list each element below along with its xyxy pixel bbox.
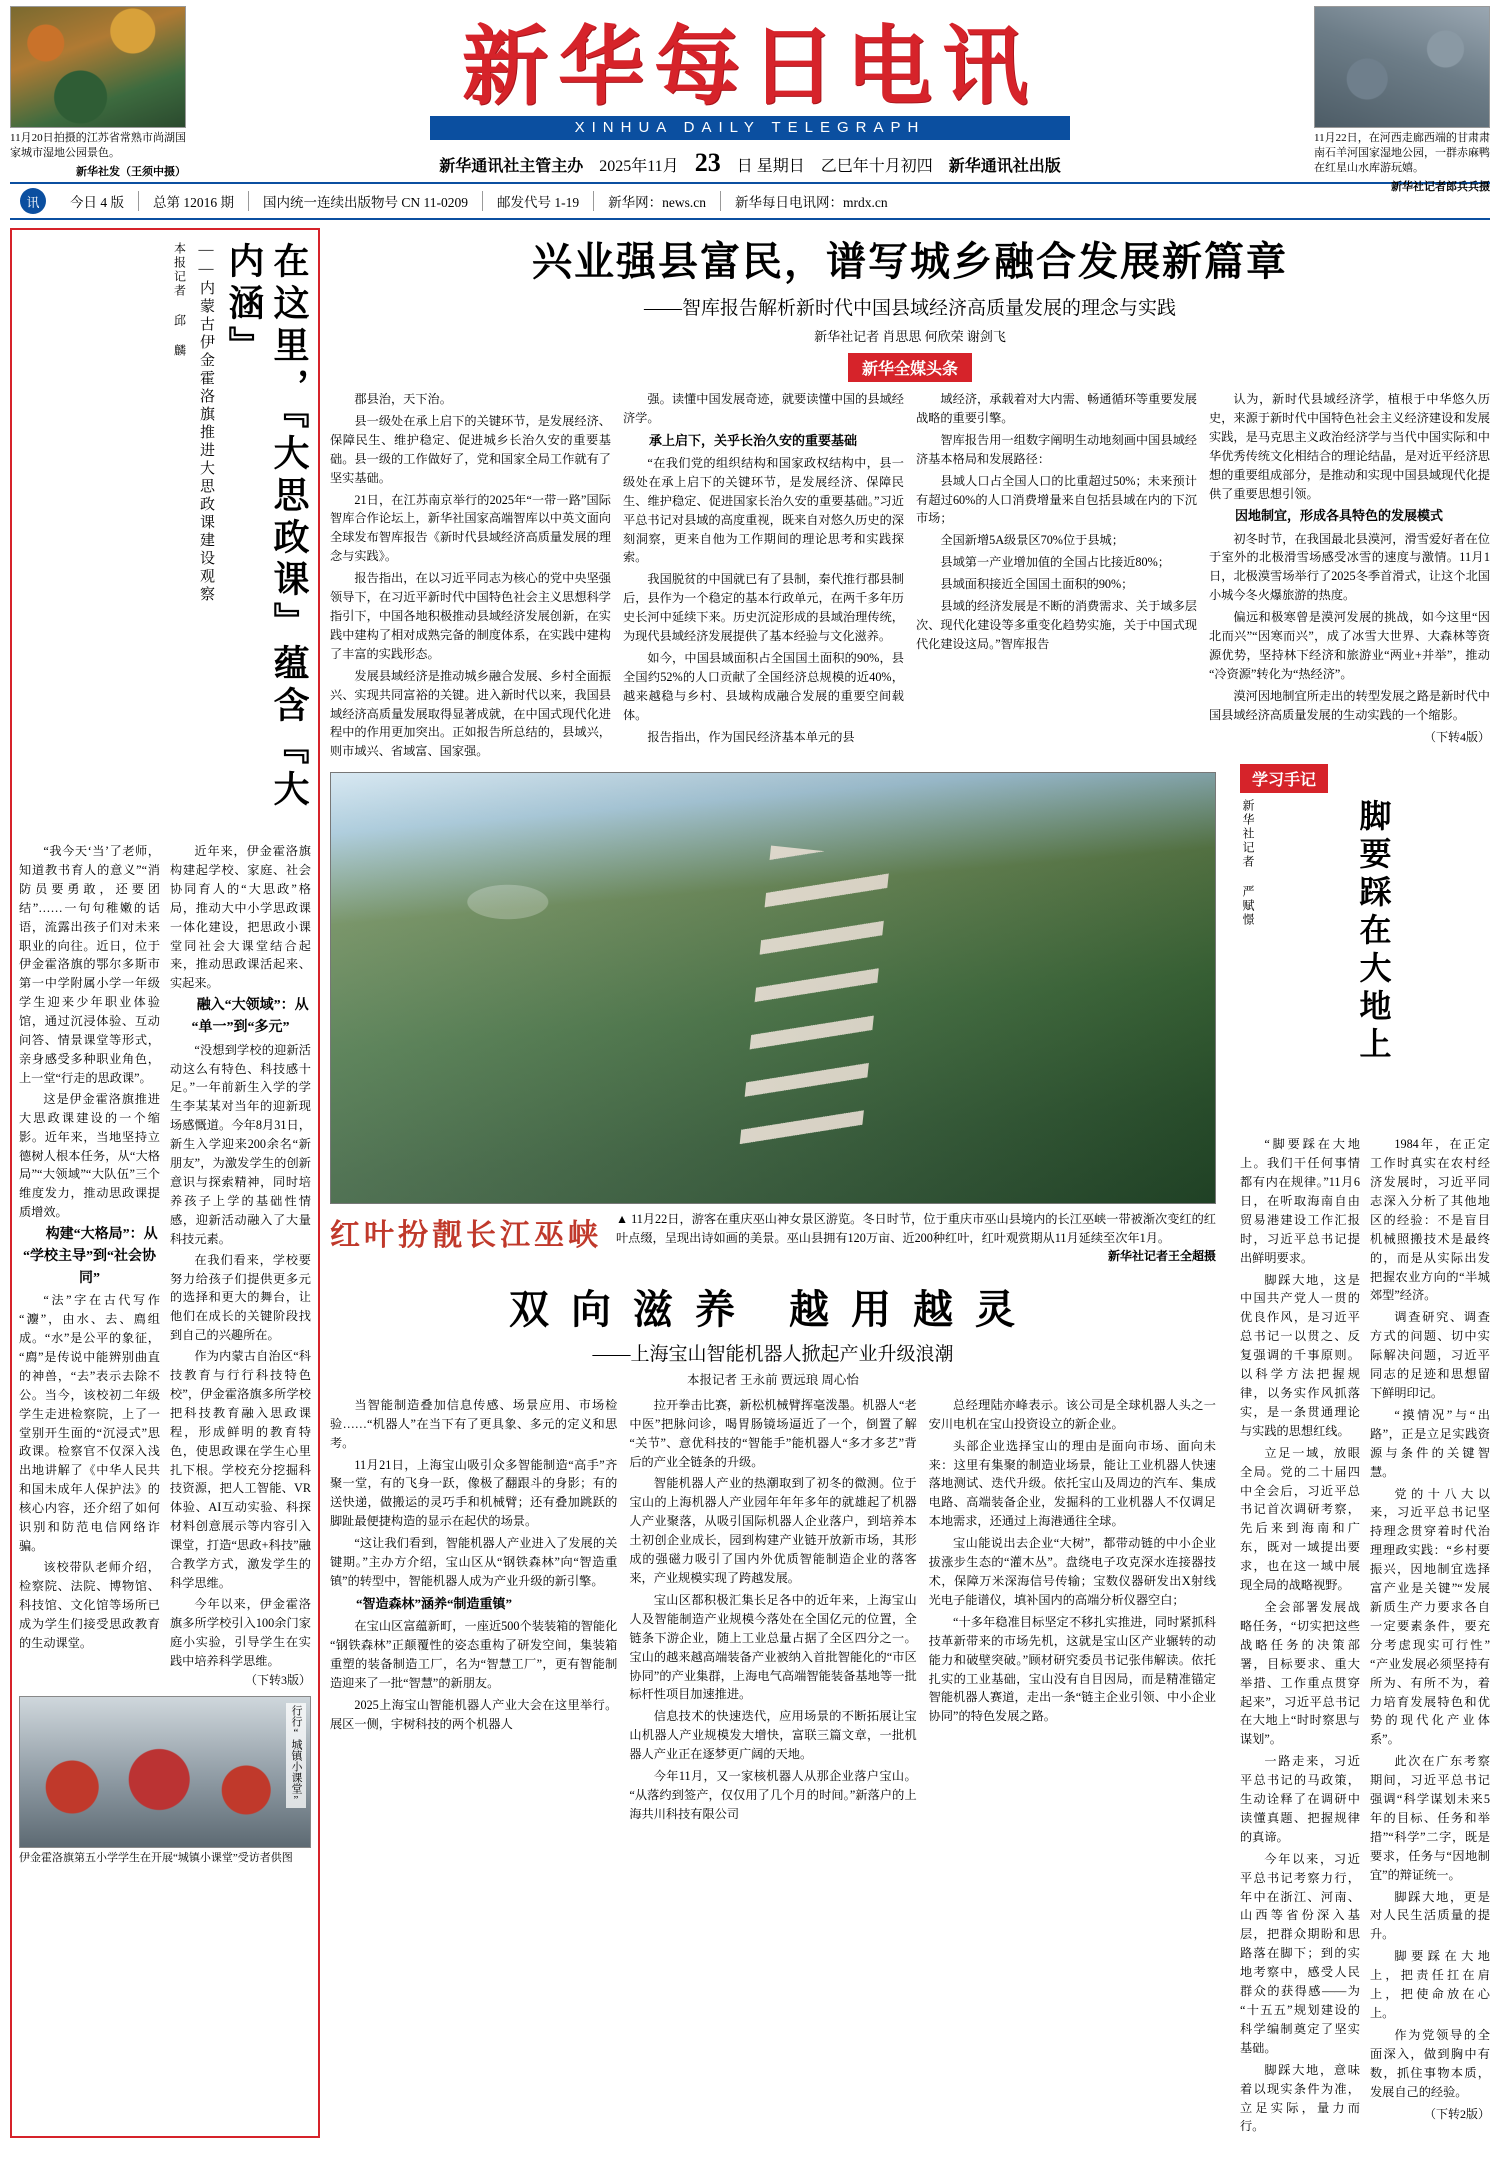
left-para-1: “我今天‘当’了老师，知道教书育人的意义”“消防员要勇敢，还要团结”……一句句稚嫩的话语，流露出孩子们对未来职业的向往。近日，位于伊金霍洛旗的鄂尔多斯市第一中学附属小学一年级学生迎来少年职业体验馆，通过沉浸体验、互动问答、情景课堂等形式，亲身感受多种职业角色，上一堂“行走的思政课”。 (19, 844, 160, 1085)
left-headline: 在这里，『大思政课』蕴含『大内涵』 (224, 242, 309, 812)
m1-p2: 县一级处在承上启下的关键环节，是发展经济、保障民生、维护稳定、促进城乡长治久安的重要基础。县一级的工作做好了，党和国家全局工作就有了坚实基础。 (330, 413, 611, 485)
left-para-8: 作为内蒙古自治区“科技教育与行行科技特色校”，伊金霍洛旗多所学校把科技教育融入思政课程，形成鲜明的教育特色，使思政课在学生心里扎下根。学校充分挖掘科技资源，把人工智能、VR体验、AI互动实验、科探材料创意展示等内容引入课堂，打造“思政+科技”融合教学方式，激发学生的科学思维。 (170, 1349, 311, 1590)
page-body (10, 228, 1490, 2138)
sec-col-1 (330, 1396, 617, 1827)
m4-section-head: 因地制宜，形成各具特色的发展模式 (1235, 508, 1444, 524)
masthead-right-photo (1314, 6, 1490, 194)
left-para-9: 今年以来，伊金霍洛旗多所学校引入100余门家庭小实验，引导学生在实践中培养科学思维。 (170, 1596, 311, 1668)
rp-p14: 脚要踩在大地上，把责任扛在肩上，把使命放在心上。 (1370, 1949, 1490, 2020)
left-para-6: “没想到学校的迎新活动这么有特色、科技感十足。”一年前新生入学的学生李某某对当年的迎新现场感慨道。今年8月31日，新生入学迎来200余名“新朋友”，为激发学生的创新意识与探索精神，同时培养孩子上学的基础性情感，迎新活动融入了大量科技元素。 (170, 1042, 311, 1246)
publish-date: 2025年11月 (599, 157, 679, 175)
s1-section-head: “智造森林”涵养“制造重镇” (356, 1595, 513, 1611)
top-news-ribbon: 新华全媒头条 (848, 353, 972, 382)
info-website[interactable]: 新华网：news.cn (594, 191, 721, 211)
m4-p2: 初冬时节，在我国最北县漠河，滑雪爱好者在位于室外的北极滑雪场感受冰雪的速度与激情。11月1日，北极漠雪场举行了2025冬季首滑式，让这个北国小城今冬火爆旅游的热度。 (1209, 531, 1490, 603)
left-photo-strip-label: 行行“城镇小课堂” (286, 1703, 306, 1808)
left-feature-column (10, 228, 320, 2138)
main-col-1 (330, 390, 611, 764)
study-notes-pane (1240, 764, 1490, 2136)
rp-p11: 党的十八大以来，习近平总书记坚持理念贯穿着时代治理理政实践：“乡村要振兴，因地制宜选择富产业是关键”“发展新质生产力要求各自一定要素条件，要充分考虑现实可行性”“产业发展必须坚持有所为、有所不为，着力培育发展特色和优势的现代化产业体系”。 (1370, 1486, 1490, 1747)
m2-p1: 强。读懂中国发展奇迹，就要读懂中国的县域经济学。 (623, 392, 904, 425)
rp-p12: 此次在广东考察期间，习近平总书记强调“科学谋划未来5年的目标、任务和举措”“科学”二字，既是要求，任务与“因地制宜”的辩证统一。 (1370, 1754, 1490, 1882)
main-top-columns (330, 390, 1490, 764)
m4-p3: 偏远和极寒曾是漠河发展的挑战，如今这里“因北而兴”“因寒而兴”，成了冰雪大世界、大森林等资源优势，坚持林下经济和旅游业“两业+并举”，推动“冷资源”转化为“热经济”。 (1209, 610, 1490, 681)
m2-section-head: 承上启下，关乎长治久安的重要基础 (649, 432, 858, 448)
m1-p3: 21日，在江苏南京举行的2025年“一带一路”国际智库合作论坛上，新华社国家高端智库以中英文面向全球发布智库报告《新时代县域经济高质量发展的理念与实践》。 (330, 492, 611, 564)
s3-p1: 总经理陆亦峰表示。该公司是全球机器人头之一安川电机在宝山投资设立的新企业。 (928, 1397, 1216, 1431)
s1-p1: 当智能制造叠加信息传感、场景应用、市场检验……“机器人”在当下有了更具象、多元的定义和思考。 (330, 1397, 618, 1450)
s3-p3: 宝山能说出去企业“大树”，都带动链的中小企业拔涨步生态的“灌木丛”。盘绕电子攻克深水连接器技术，保障万米深海信号传输；宝数仪器研发出X射线光电子能谱仪，填补国内的高端分析仪器空白； (928, 1536, 1216, 1607)
left-headline-block (19, 242, 311, 842)
s2-p4: 信息技术的快速迭代，应用场景的不断拓展让宝山机器人产业规模发大增快，富联三篇文章，一批机器人产业正在逐梦更广阔的天地。 (629, 1709, 917, 1762)
rp-continue-note: （下转2版） (1423, 2106, 1490, 2121)
publisher-label: 新华通讯社出版 (948, 157, 1061, 175)
m3-p5: 县域第一产业增加值的全国占比接近80%； (940, 555, 1170, 570)
secondary-subheadline: ——上海宝山智能机器人掀起产业升级浪潮 (592, 1343, 954, 1365)
m2-p3: 我国脱贫的中国就已有了县制，秦代推行郡县制后，县作为一个稳定的基本行政单元，在两千多年历史长河中延续下来。历史沉淀形成的县域治理传统，为现代县域经济发展提供了基本经验与文化滋养。 (623, 572, 904, 644)
rp-p7: 脚踩大地，意味着以现实条件为准，立足实际，量力而行。 (1240, 2062, 1360, 2134)
main-column (330, 228, 1490, 2138)
ducks-reservoir-photo (1314, 6, 1490, 128)
info-postal-code: 邮发代号 1-19 (483, 191, 594, 211)
info-pages: 今日 4 版 (56, 191, 139, 211)
gorge-road-photo (330, 772, 1216, 1204)
study-notes-title: 脚要踩在大地上 (1355, 799, 1392, 1066)
s1-p3: “这让我们看到，智能机器人产业进入了发展的关键期。”主办方介绍，宝山区从“钢铁森林”向“智造重镇”的转型中，智能机器人成为产业升级的新引擎。 (330, 1536, 618, 1588)
m3-p6: 县域面积接近全国国土面积的90%； (940, 577, 1134, 592)
left-para-5: 近年来，伊金霍洛旗构建起学校、家庭、社会协同育人的“大思政”格局，推动大中小学思政课一体化建设，把思政小课堂同社会大课堂结合起来，推动思政课活起来、实起来。 (170, 844, 311, 991)
rp-p9: 调查研究、调查方式的问题、切中实际解决问题，习近平同志的足迹和思想留下鲜明印记。 (1370, 1310, 1490, 1400)
masthead-left-caption: 11月20日拍摄的江苏省常熟市尚湖国家城市湿地公园景色。 (10, 132, 186, 159)
newspaper-title-en: XINHUA DAILY TELEGRAPH (430, 116, 1070, 140)
study-notes-byline: 新华社记者 严赋憬 (1241, 799, 1255, 928)
main-col-2 (623, 390, 904, 764)
left-para-4: 该校带队老师介绍，检察院、法院、博物馆、科技馆、文化馆等场所已成为学生们接受思政教育的生动课堂。 (19, 1559, 160, 1650)
m1-p4: 报告指出，在以习近平同志为核心的党中央坚强领导下，在习近平新时代中国特色社会主义思想科学指引下，中国各地积极推动县域经济发展创新，在实践中建构了相对成熟完备的制度体系，在实践中建构了丰富的实践形态。 (330, 571, 611, 661)
lunar-date: 乙巳年十月初四 (820, 157, 933, 175)
m2-p5: 报告指出，作为国民经济基本单元的县 (647, 729, 855, 744)
left-para-7: 在我们看来，学校要努力给孩子们提供更多元的选择和更大的舞台，让他们在成长的关键阶段找到自己的兴趣所在。 (170, 1252, 311, 1343)
m3-p7: 县域的经济发展是不断的消费需求、关于域多层次、现代化建设等多重变化趋势实施，关于中国式现代化建设这局。”智库报告 (916, 599, 1197, 651)
left-section-head-1: 构建“大格局”：从“学校主导”到“社会协同” (23, 1227, 158, 1286)
seal-icon: 讯 (20, 188, 46, 214)
left-article-body (19, 842, 311, 1671)
secondary-columns (330, 1396, 1216, 1827)
masthead-meta (200, 148, 1300, 178)
masthead-left-credit: 新华社发（王须中摄） (76, 165, 186, 178)
left-continue-note: （下转3版） (244, 1672, 311, 1687)
publish-day: 23 (694, 147, 721, 177)
ribbon-wrap (330, 353, 1490, 382)
newspaper-title-cn: 新华每日电讯 (462, 19, 1038, 115)
s2-p2: 智能机器人产业的热潮取到了初冬的微测。位于宝山的上海机器人产业园年年年多年的就雄起了机器人产业聚落，从吸引国际机器人企业落户，到培养本土初创企业成长，园到构建产业链开放新市场，其形成的强磁力吸引了国内外优质智能制造企业的落客来，产业规模实现了跨越发展。 (629, 1476, 917, 1585)
rp-p1: “脚要踩在大地上。我们干任何事情都有内在规律。”11月6日，在听取海南自由贸易港建设工作汇报时，习近平总书记提出鲜明要求。 (1240, 1137, 1360, 1265)
masthead-center (186, 6, 1314, 178)
main-subheadline: ——智库报告解析新时代中国县域经济高质量发展的理念与实践 (643, 298, 1176, 319)
left-subheadline: ——内蒙古伊金霍洛旗推进大思政课建设观察 (198, 242, 214, 604)
left-photo-caption: 伊金霍洛旗第五小学学生在开展“城镇小课堂”受访者供图 (19, 1851, 293, 1864)
rp-p10: “摸情况”与“出路”，正是立足实践资源与条件的关键智慧。 (1370, 1407, 1490, 1479)
s2-p1: 拉开拳击比赛，新松机械臂挥毫泼墨。机器人“老中医”把脉问诊，喝胃肠镜场逼近了一个，倒置了解“关节”、意优科技的“智能手”能机器人“多才多艺”背后的产业全链条的升级。 (629, 1397, 917, 1469)
s1-p4: 在宝山区富蕴新町，一座近500个装装箱的智能化“钢铁森林”正颠覆性的姿态重构了研发空间，集装箱重塑的装备制造工厂，名为“智慧工厂”，更有智能制造迎来了一批“智慧”的新朋友。 (330, 1619, 618, 1690)
photo-caption-row (330, 1210, 1216, 1264)
masthead-left-photo (10, 6, 186, 179)
rp-p13: 脚踩大地，更是对人民生活质量的提升。 (1370, 1889, 1490, 1942)
m4-continue-note: （下转4版） (1423, 729, 1490, 744)
main-col-4 (1209, 390, 1490, 764)
m3-p2: 智库报告用一组数字阐明生动地刻画中国县域经济基本格局和发展路径： (916, 432, 1197, 466)
main-col-3 (916, 390, 1197, 764)
study-notes-header (1240, 764, 1490, 793)
left-para-2: 这是伊金霍洛旗推进大思政课建设的一个缩影。近年来，当地坚持立德树人根本任务，从“大格局”“大领域”“大队伍”三个维度发力，推动思政课提质增效。 (19, 1091, 160, 1220)
m4-p4: 漠河因地制宜所走出的转型发展之路是新时代中国县域经济高质量发展的生动实践的一个缩影。 (1209, 688, 1490, 722)
rp-p2: 脚踩大地，这是中国共产党人一贯的优良作风，是习近平总书记一以贯之、反复强调的千事原则。以科学方法把握规律，以务实作风抓落实，是一条贯通理论与实践的思想红线。 (1240, 1272, 1360, 1438)
sponsor-label: 新华通讯社主管主办 (439, 157, 584, 175)
left-section-head-2: 融入“大领域”：从“单一”到“多元” (191, 998, 309, 1035)
main-headline: 兴业强县富民，谱写城乡融合发展新篇章 (532, 239, 1288, 284)
secondary-byline: 本报记者 王永前 贾远琅 周心怡 (687, 1372, 859, 1387)
weekday-label: 日 星期日 (736, 157, 805, 175)
s2-p5: 今年11月，又一家核机器人从那企业落户宝山。“从落约到签产，仅仅用了几个月的时间。”新落户的上海共川科技有限公司 (629, 1769, 917, 1821)
main-lower-split (330, 764, 1490, 2136)
s1-p2: 11月21日，上海宝山吸引众多智能制造“高手”齐聚一堂，有的飞身一跃，像极了翻跟斗的身影；有的送快递，做搬运的灵巧手和机械臂；还有叠加跳跃的脚趾最便捷构造的显示在起伏的场景。 (330, 1457, 618, 1529)
info-cn-number: 国内统一连续出版物号 CN 11-0209 (249, 191, 483, 211)
wetland-park-photo (10, 6, 186, 128)
masthead-right-credit: 新华社记者郎兵兵摄 (1391, 180, 1490, 193)
m2-p4: 如今，中国县域面积占全国国土面积的90%，县全国约52%的人口贡献了全国经济总规模的近40%，越来越稳与乡村、县域构成融合发展的重要空间载体。 (623, 651, 904, 722)
sec-col-3 (929, 1396, 1216, 1827)
photo-credit: 新华社记者王全超摄 (1107, 1248, 1216, 1263)
info-issue: 总第 12016 期 (139, 191, 249, 211)
m1-p1: 郡县治，天下治。 (354, 392, 452, 406)
m2-p2: “在我们党的组织结构和国家政权结构中，县一级处在承上启下的关键环节，是发展经济、保障民生、维护稳定、促进国家长治久安的重要基础。”习近平总书记对县域的高度重视，既来自对悠久历史的深刻洞察，更来自他为工作期间的理论思考和实践探索。 (623, 455, 904, 565)
rp-p6: 今年以来，习近平总书记考察力行，年中在浙江、河南、山西等省份深入基层，把群众期盼和思路落在脚下；到的实地考察中，感受人民群众的获得感——为“十五五”规划建设的科学编制奠定了坚实基础。 (1240, 1851, 1360, 2055)
sec-col-2 (629, 1396, 916, 1827)
rp-p4: 全会部署发展战略任务，“切实把这些战略任务的决策部署，目标要求、重大举措、工作重点贯穿起来”，习近平总书记在大地上“时时察思与谋划”。 (1240, 1599, 1360, 1747)
photo-haze-overlay (331, 773, 1215, 1203)
info-bar (10, 182, 1490, 220)
s2-p3: 宝山区都积极汇集长足各中的近年来，上海宝山人及智能制造产业规模今落处在全国亿元的位置，全链条下游企业，随上工业总量占据了全区四分之一。宝山的越来越高端装备产业被纳入首批智能化的“市区协同”的产业集群，上海电气高端智能装备基地等一批标杆性项目加速推进。 (629, 1592, 917, 1702)
rp-p15: 作为党领导的全面深入，做到胸中有数，抓住事物本质，发展自己的经验。 (1370, 2027, 1490, 2099)
m4-p1: 认为，新时代县域经济学，植根于中华悠久历史，来源于新时代中国特色社会主义经济建设和发展实践，是马克思主义政治经济学与当代中国实际和中华优秀传统文化相结合的理论结晶，是对近平经济思想的重要组成部分，是推动和实现中国县域现代化提供了重要思想引领。 (1209, 392, 1490, 501)
rp-p5: 一路走来，习近平总书记的马政策，生动诠释了在调研中读懂真题、把握规律的真谛。 (1240, 1754, 1360, 1844)
m3-p4: 全国新增5A级景区70%位于县城； (940, 533, 1124, 548)
study-notes-body (1240, 1135, 1490, 2136)
m1-p5: 发展县域经济是推动城乡融合发展、乡村全面振兴、实现共同富裕的关键。进入新时代以来，我国县域经济高质量发展取得显著成就，在中国式现代化进程中的作用更加突出。正如报告所总结的，县域兴，则市域兴、省域富、国家强。 (330, 668, 611, 759)
m3-p1: 域经济，承载着对大内需、畅通循环等重要发展战略的重要引擎。 (916, 392, 1197, 425)
rp-p3: 立足一域，放眼全局。党的二十届四中全会后，习近平总书记首次调研考察，先后来到海南和广东，既对一域提出要求，也在这一域中展现全局的战略视野。 (1240, 1445, 1360, 1593)
photo-caption-title: 红叶扮靓长江巫峡 (330, 1219, 602, 1253)
study-notes-badge: 学习手记 (1240, 764, 1328, 793)
masthead (10, 6, 1490, 193)
left-byline: 本报记者 邱 麟 (172, 242, 187, 358)
rp-p8: 1984年，在正定工作时真实在农村经济发展时，习近平同志深入分析了其他地区的经验：不是盲目机械照搬技术是最终的，而是从实际出发把握农业方向的“半城郊型”经济。 (1370, 1137, 1490, 1303)
m3-p3: 县域人口占全国人口的比重超过50%；未来预计有超过60%的人口消费增量来自包括县域在内的下沉市场； (916, 473, 1197, 526)
masthead-right-caption: 11月22日，在河西走廊西端的甘肃肃南石羊河国家湿地公园，一群赤麻鸭在红星山水库游玩嬉。 (1314, 132, 1490, 174)
secondary-headline: 双向滋养 越用越灵 (509, 1286, 1037, 1332)
info-telegraph-site[interactable]: 新华每日电讯网：mrdx.cn (735, 195, 888, 210)
left-para-3: “法”字在古代写作“灋”，由水、去、廌组成。“水”是公平的象征，“廌”是传说中能辨别曲直的神兽，“去”表示去除不公。当今，该校初二年级学生走进检察院，上了一堂别开生面的“沉浸式”思政课。检察官不仅深入浅出地讲解了《中华人民共和国未成年人保护法》的核心内容，还介绍了如何识别和防范电信网络诈骗。 (19, 1293, 160, 1553)
s3-p2: 头部企业选择宝山的理由是面向市场、面向未来：这里有集聚的制造业场景，能让工业机器人快速落地测试、迭代升级。依托宝山及周边的汽车、集成电路、高端装备企业，发掘科的工业机器人不仅调足本地需求，还通过上海港通往全球。 (928, 1438, 1216, 1529)
photo-caption-text: ▲ 11月22日，游客在重庆巫山神女景区游览。冬日时节，位于重庆市巫山县境内的长江巫峡一带被渐次变红的红叶点缀，呈现出诗如画的美景。巫山县拥有120万亩、近200种红叶，红叶观赏期从11月延续至次年1月。 (616, 1212, 1216, 1245)
s1-p5: 2025上海宝山智能机器人产业大会在这里举行。展区一侧，宇树科技的两个机器人 (330, 1697, 618, 1731)
left-photo (19, 1696, 311, 1848)
main-byline: 新华社记者 肖思思 何欣荣 谢剑飞 (814, 329, 1006, 344)
s3-p4: “十多年稳准目标坚定不移扎实推进，同时紧抓科技革新带来的市场先机，这就是宝山区产业辗转的动能力和破壁突破。”顾材研究委员书记张伟解读。依托扎实的工业基础，宝山没有自目因局，而是精准锚定智能机器人赛道，走出一条“链主企业引领、中小企业协同”的特色发展之路。 (928, 1614, 1216, 1724)
